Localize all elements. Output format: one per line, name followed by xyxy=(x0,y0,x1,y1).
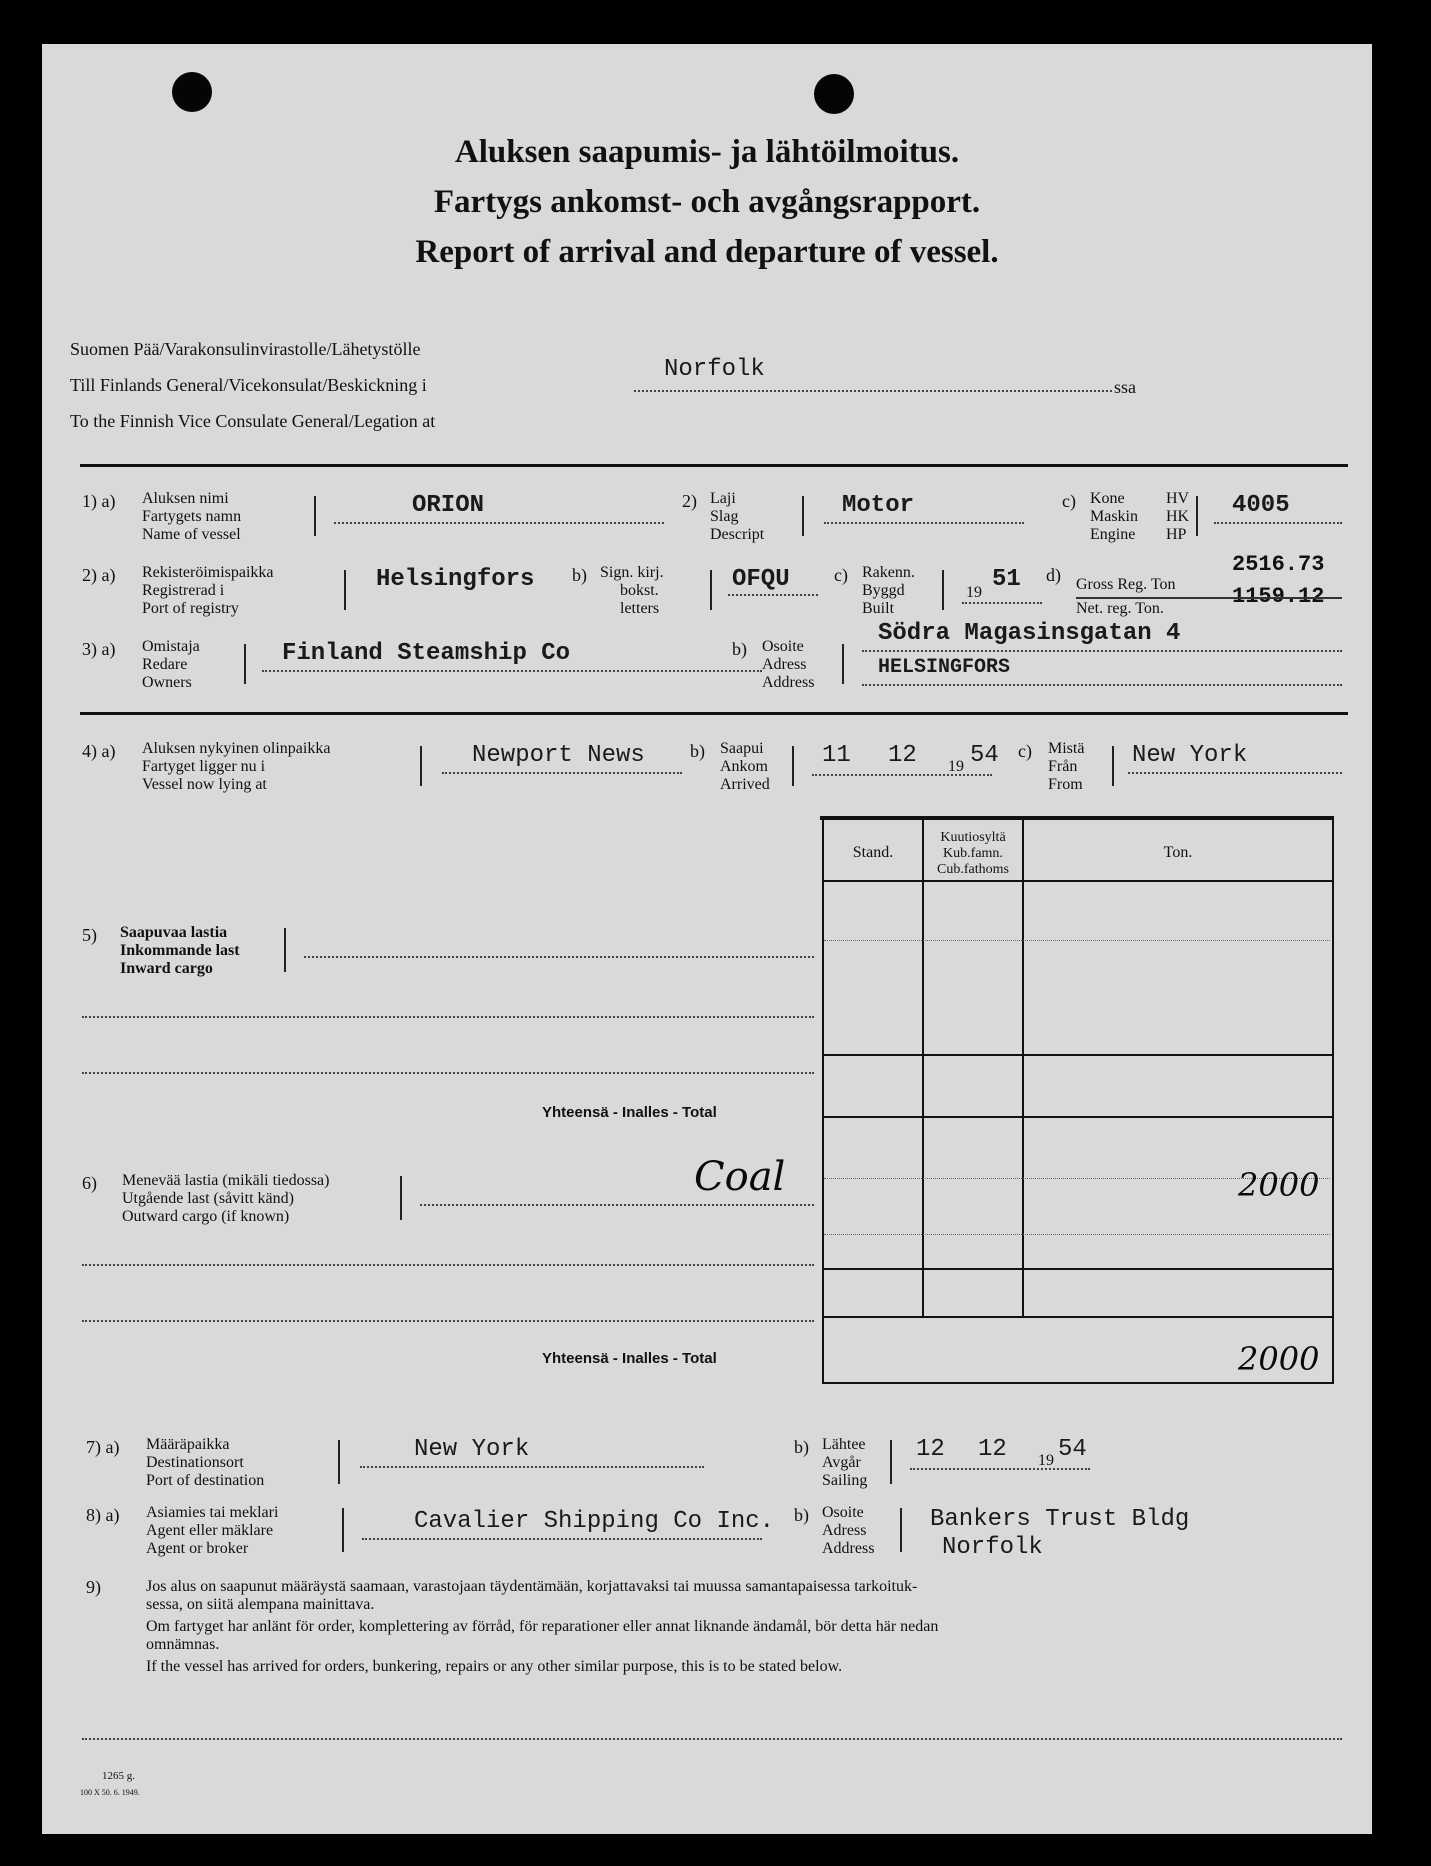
form-number: 1265 g. xyxy=(102,1770,135,1782)
print-number: 100 X 50. 6. 1949. xyxy=(80,1788,140,1797)
current-location: Newport News xyxy=(472,742,645,769)
year-built: 51 xyxy=(992,566,1021,593)
agent-name: Cavalier Shipping Co Inc. xyxy=(414,1508,775,1535)
gross-tonnage: 2516.73 xyxy=(1232,552,1325,577)
outward-tons: 2000 xyxy=(1238,1166,1320,1204)
title-fi: Aluksen saapumis- ja lähtöilmoitus. xyxy=(454,134,960,170)
sailing-year: 54 xyxy=(1058,1436,1087,1463)
col-stand: Stand. xyxy=(852,844,894,861)
arrival-day: 11 xyxy=(822,742,851,769)
punch-hole xyxy=(814,74,854,114)
sailing-day: 12 xyxy=(916,1436,945,1463)
outward-cargo: Coal xyxy=(694,1154,786,1200)
port-of-registry: Helsingfors xyxy=(376,566,535,593)
col-kub-fi: Kuutiosyltä xyxy=(940,830,1006,845)
owner-address-line1: Södra Magasinsgatan 4 xyxy=(878,620,1181,647)
sailing-month: 12 xyxy=(978,1436,1007,1463)
arrival-month: 12 xyxy=(888,742,917,769)
agent-address-line1: Bankers Trust Bldg xyxy=(930,1506,1190,1533)
arrival-year: 54 xyxy=(970,742,999,769)
agent-address-line2: Norfolk xyxy=(942,1534,1043,1561)
recipient-en: To the Finnish Vice Consulate General/Legation at xyxy=(70,411,436,431)
vessel-name: ORION xyxy=(412,492,485,519)
recipient-sv: Till Finlands General/Vicekonsulat/Beskickning i xyxy=(70,375,427,395)
col-ton: Ton. xyxy=(1163,844,1193,861)
outward-total-tons: 2000 xyxy=(1238,1340,1320,1378)
title-sv: Fartygs ankomst- och avgångsrapport. xyxy=(433,184,981,220)
vessel-type: Motor xyxy=(842,492,915,519)
title-en: Report of arrival and departure of vessel. xyxy=(415,234,999,270)
net-tonnage: 1159.12 xyxy=(1232,584,1325,609)
signal-letters: OFQU xyxy=(732,566,790,593)
inward-total-label: Yhteensä - Inalles - Total xyxy=(542,1104,717,1121)
owner-name: Finland Steamship Co xyxy=(282,640,571,667)
punch-hole xyxy=(172,72,212,112)
arrived-from: New York xyxy=(1132,742,1248,769)
col-kub-en: Cub.fathoms xyxy=(937,862,1009,877)
recipient-fi: Suomen Pää/Varakonsulinvirastolle/Lähetystölle xyxy=(70,339,421,359)
destination-port: New York xyxy=(414,1436,530,1463)
recipient-place: Norfolk xyxy=(664,356,765,383)
owner-address-line2: HELSINGFORS xyxy=(878,656,1011,679)
col-kub-sv: Kub.famn. xyxy=(943,846,1003,861)
engine-power: 4005 xyxy=(1232,492,1290,519)
outward-total-label: Yhteensä - Inalles - Total xyxy=(542,1350,717,1367)
form-sheet: Aluksen saapumis- ja lähtöilmoitus. Fartygs ankomst- och avgångsrapport. Report of arrival and departure of vessel. Suomen Pää/Varakonsulinvirastolle/Lähetystölle Till Finlands General/Vicekonsulat/Beskickning i To the Finnish Vice Consulate General/Legation at Norfolk ssa 1) a) Aluksen nimi Fartygets namn Name of vessel ORION 2) Laji Slag Descript Motor c) Kone Maskin Engine HV HK HP 4005 2) a) Rekisteröimispaikka Registrerad i Port of registry Helsingfors b) Sign. kirj. bokst. letters OFQU c) Rakenn. Byggd Built 19 51 d) Gross Reg. Ton Net. reg. Ton. 2516.73 1159.12 3) a) Omistaja Redare Owners Finland Steamship Co b) Osoite Adress Address Södra Magasinsgatan 4 HELSINGFORS 4) a) Aluksen nykyinen olinpaikka Fartyget ligger nu i Vessel now lying at Newport News b) Saapui Ankom Arrived 11 12 19 54 c) Mistä Från From New York Stand. Kuutiosyltä Kub.famn. Cub.fathoms Ton. 5) Saapuvaa lastia Inkommande last Inward cargo Yhteensä - Inalles - Total 6) Menevää lastia (mikäli tiedossa) Utgående last (såvitt känd) Outward cargo (if known) Coal 2000 Yhteensä - Inalles - Total 2000 7) a) Määräpaikka Destinationsort Port of destination New York b) Lähtee Avgår Sailing 12 12 19 54 8) a) Asiamies tai meklari Agent eller mäklare Agent or broker Cavalier Shipping Co Inc. b) Osoite Adress Address Bankers Trust Bldg Norfolk 9) Jos alus on saapunut määräystä saamaan, varastojaan täydentämään, korjattavaksi tai muussa samantapaisessa tarkoituk- sessa, on siitä alempana mainittava. Om fartyget har anlänt för order, komplettering av förråd, för reparationer eller annat liknande ändamål, bör detta här nedan omnämnas. If the vessel has arrived for orders, bunkering, repairs or any other similar purpose, this is to be stated below. 1265 g. 100 X 50. 6. 1949. xyxy=(42,44,1372,1834)
recipient-suffix: ssa xyxy=(1114,377,1136,397)
